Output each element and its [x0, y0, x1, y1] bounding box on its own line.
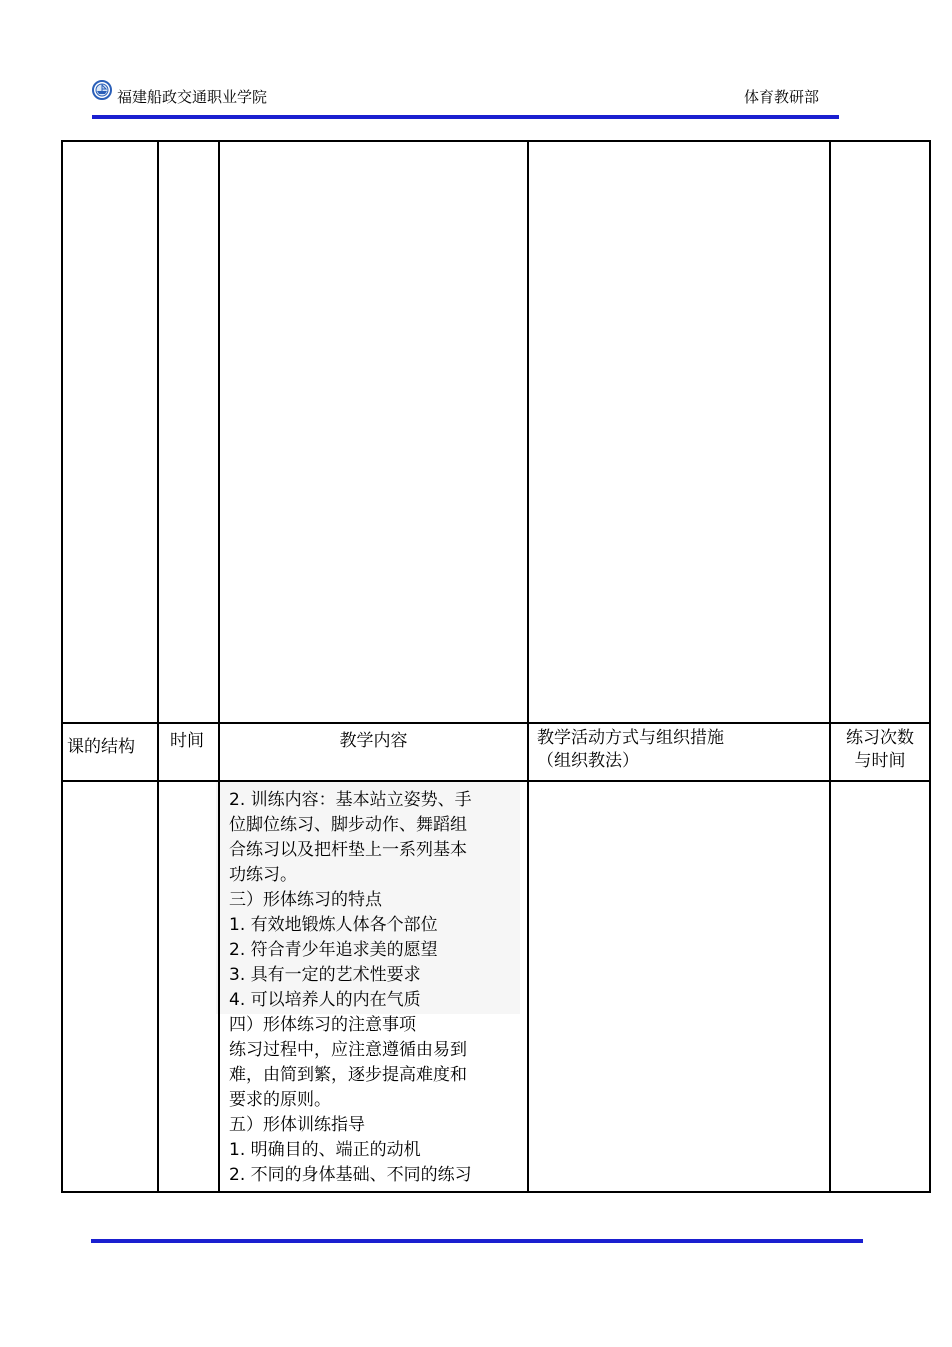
content-line: 功练习。	[229, 865, 297, 885]
content-line: 五）形体训练指导	[229, 1115, 365, 1135]
content-line: 2. 不同的身体基础、不同的练习	[229, 1165, 472, 1185]
footer-rule	[91, 1239, 863, 1243]
content-line: 1. 有效地锻炼人体各个部位	[229, 915, 438, 935]
page-header	[92, 80, 839, 116]
header-method	[537, 727, 724, 773]
content-line: 三）形体练习的特点	[229, 890, 382, 910]
row-divider	[61, 780, 931, 782]
column-divider	[829, 140, 831, 1193]
content-line: 要求的原则。	[229, 1090, 331, 1110]
column-divider	[218, 140, 220, 1193]
table-border-bottom	[61, 1191, 931, 1193]
content-line: 2. 训练内容：基本站立姿势、手	[229, 790, 472, 810]
header-method-line1: 教学活动方式与组织措施	[537, 728, 724, 748]
content-line: 1. 明确目的、端正的动机	[229, 1140, 421, 1160]
table-border-right	[929, 140, 931, 1193]
content-line: 3. 具有一定的艺术性要求	[229, 965, 421, 985]
header-method-line2: （组织教法）	[537, 751, 639, 771]
content-line: 难，由简到繁，逐步提高难度和	[229, 1065, 467, 1085]
school-name: 福建船政交通职业学院	[117, 88, 268, 106]
header-practice	[831, 727, 929, 773]
teaching-content	[229, 788, 530, 1188]
header-practice-line2: 与时间	[854, 751, 906, 771]
row-divider	[61, 722, 931, 724]
header-rule	[92, 115, 839, 119]
header-structure: 课的结构	[67, 737, 135, 757]
column-divider	[157, 140, 159, 1193]
lesson-plan-table	[61, 140, 931, 1193]
content-line: 合练习以及把杆垫上一系列基本	[229, 840, 467, 860]
header-practice-line1: 练习次数	[846, 728, 914, 748]
table-border-left	[61, 140, 63, 1193]
table-border-top	[61, 140, 931, 142]
ship-emblem-icon	[92, 80, 112, 100]
content-line: 位脚位练习、脚步动作、舞蹈组	[229, 815, 467, 835]
content-line: 4. 可以培养人的内在气质	[229, 990, 421, 1010]
header-content: 教学内容	[339, 731, 408, 751]
header-time: 时间	[170, 731, 204, 751]
content-line: 2. 符合青少年追求美的愿望	[229, 940, 438, 960]
content-line: 四）形体练习的注意事项	[229, 1015, 416, 1035]
content-line: 练习过程中，应注意遵循由易到	[229, 1040, 467, 1060]
department-name: 体育教研部	[743, 88, 819, 106]
